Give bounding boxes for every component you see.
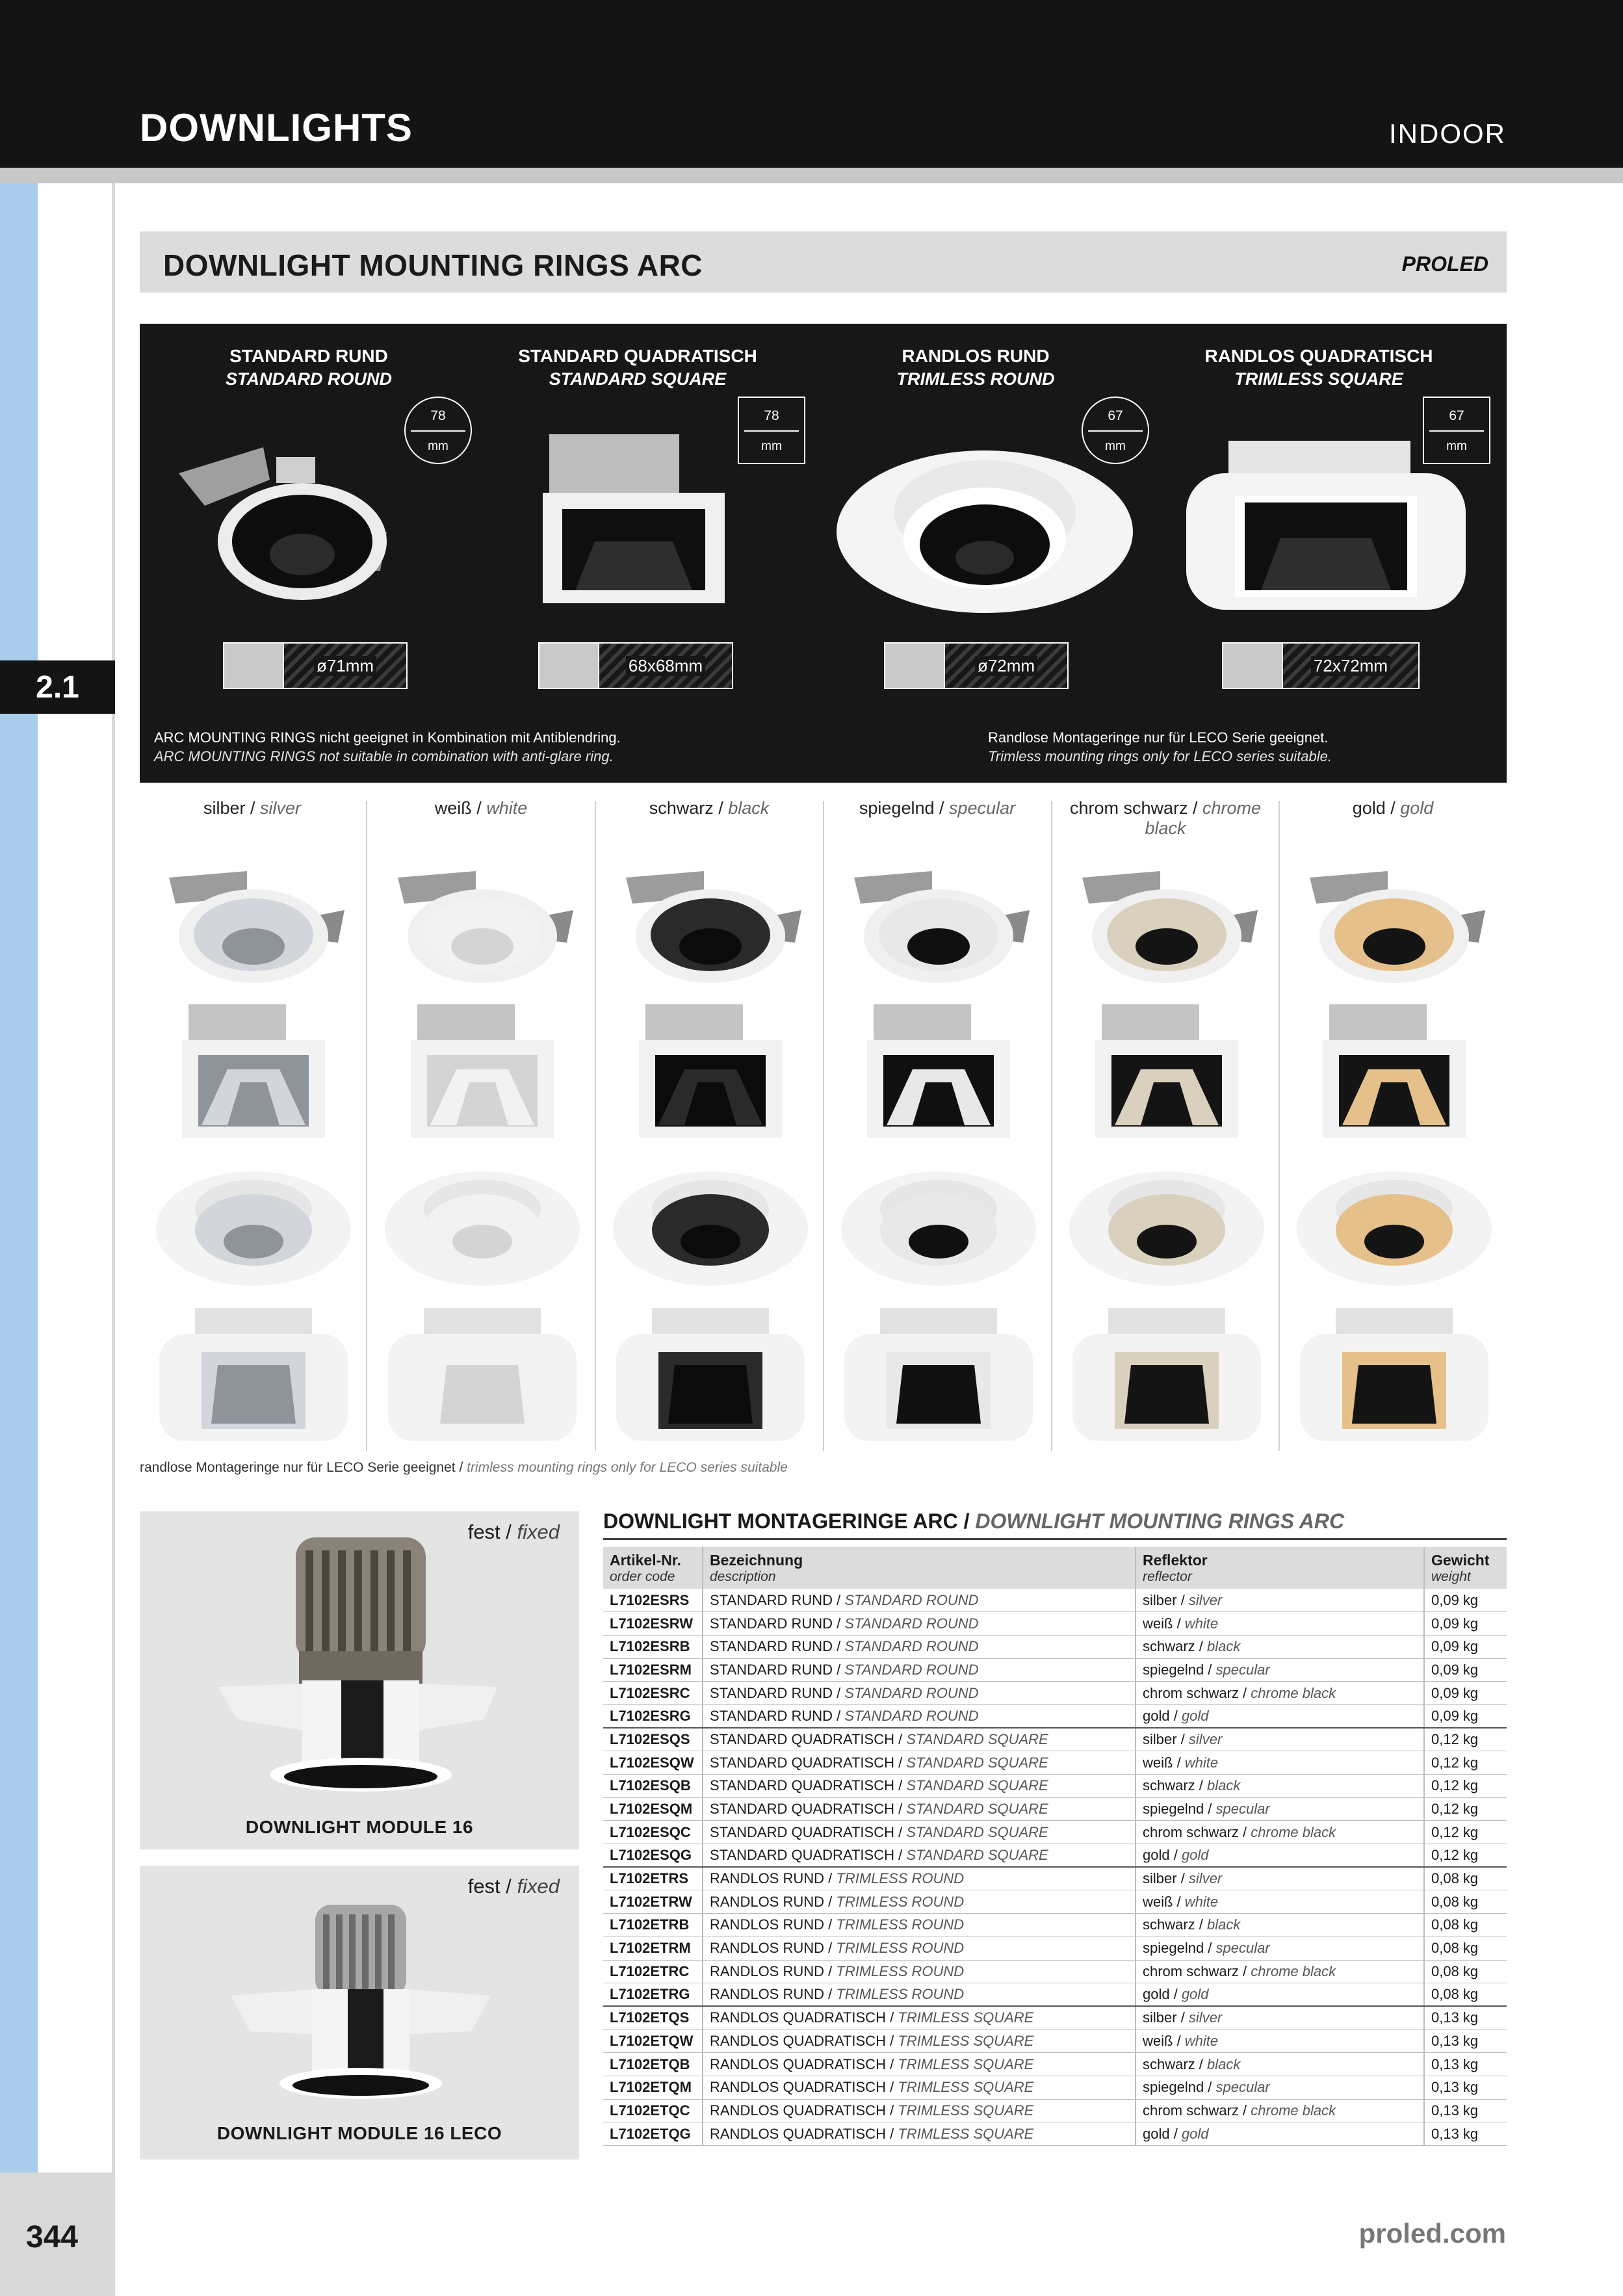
color-heading-white: weiß / white bbox=[434, 798, 528, 818]
note-en: Trimless mounting rings only for LECO series suitable. bbox=[988, 748, 1332, 764]
description: RANDLOS RUND / TRIMLESS ROUND bbox=[703, 1890, 1136, 1914]
site-link[interactable]: proled.com bbox=[1358, 2218, 1506, 2249]
reflector: schwarz / black bbox=[1136, 1775, 1424, 1798]
description: RANDLOS RUND / TRIMLESS ROUND bbox=[703, 1867, 1136, 1890]
product-photo-trimless-square bbox=[1176, 434, 1475, 623]
column-divider bbox=[823, 801, 824, 1451]
table-row bbox=[603, 1890, 1507, 1914]
page-number: 344 bbox=[26, 2220, 79, 2254]
weight: 0,08 kg bbox=[1424, 1960, 1507, 1983]
description: STANDARD QUADRATISCH / STANDARD SQUARE bbox=[703, 1728, 1136, 1751]
weight: 0,08 kg bbox=[1424, 1983, 1507, 2007]
order-code: L7102ESQG bbox=[603, 1844, 703, 1868]
weight: 0,09 kg bbox=[1424, 1635, 1507, 1658]
color-heading-chrome-black: chrom schwarz / chrome black bbox=[1069, 798, 1262, 838]
category-label: INDOOR bbox=[1389, 118, 1506, 149]
order-code: L7102ESRB bbox=[603, 1635, 703, 1658]
column-divider bbox=[1279, 801, 1280, 1451]
reflector: schwarz / black bbox=[1136, 2053, 1424, 2076]
height-dimension-badge bbox=[738, 397, 805, 464]
order-code: L7102ETRB bbox=[603, 1914, 703, 1937]
weight: 0,12 kg bbox=[1424, 1751, 1507, 1775]
order-code: L7102ETRS bbox=[603, 1867, 703, 1890]
description: RANDLOS QUADRATISCH / TRIMLESS SQUARE bbox=[703, 2006, 1136, 2029]
product-photo-standard-square-chrome-black bbox=[1063, 1004, 1271, 1141]
description: RANDLOS QUADRATISCH / TRIMLESS SQUARE bbox=[703, 2099, 1136, 2122]
order-code: L7102ESQW bbox=[603, 1751, 703, 1775]
variant-name-en: TRIMLESS ROUND bbox=[896, 369, 1055, 389]
variant-standard-round-title bbox=[166, 346, 452, 389]
reflector: gold / gold bbox=[1136, 1844, 1424, 1868]
product-photo-trimless-square-black bbox=[606, 1308, 814, 1444]
cutout-diagram bbox=[884, 642, 1069, 689]
color-heading-black: schwarz / black bbox=[649, 798, 770, 818]
cutout-size: 68x68mm bbox=[626, 656, 705, 676]
product-photo-trimless-round-white bbox=[378, 1157, 586, 1294]
weight: 0,08 kg bbox=[1424, 1937, 1507, 1960]
note-anti-glare bbox=[154, 728, 621, 766]
product-photo-trimless-square-gold bbox=[1290, 1308, 1498, 1444]
reflector: weiß / white bbox=[1136, 1751, 1424, 1775]
ceiling-cutout-icon bbox=[885, 644, 945, 688]
product-photo-trimless-square-chrome-black bbox=[1063, 1308, 1271, 1444]
reflector: gold / gold bbox=[1136, 1983, 1424, 2007]
description: STANDARD RUND / STANDARD ROUND bbox=[703, 1635, 1136, 1658]
color-heading-specular: spiegelnd / specular bbox=[859, 798, 1016, 818]
description: RANDLOS QUADRATISCH / TRIMLESS SQUARE bbox=[703, 2053, 1136, 2076]
weight: 0,13 kg bbox=[1424, 2006, 1507, 2029]
variant-trimless-round-title bbox=[833, 346, 1119, 389]
weight: 0,12 kg bbox=[1424, 1797, 1507, 1821]
cutout-diagram bbox=[1222, 642, 1420, 689]
module-16-card bbox=[140, 1511, 579, 1849]
cutout-size: ø72mm bbox=[975, 656, 1037, 676]
table-row bbox=[603, 1844, 1507, 1868]
product-photo-standard-square-gold bbox=[1290, 1004, 1498, 1141]
reflector: silber / silver bbox=[1136, 1589, 1424, 1612]
order-code: L7102ETRC bbox=[603, 1960, 703, 1983]
dimension-arrow bbox=[411, 430, 465, 432]
height-unit: mm bbox=[428, 439, 448, 453]
order-code: L7102ETQM bbox=[603, 2076, 703, 2099]
description: STANDARD QUADRATISCH / STANDARD SQUARE bbox=[703, 1775, 1136, 1798]
margin-area bbox=[38, 183, 114, 2172]
table-row bbox=[603, 2029, 1507, 2053]
note-de: Randlose Montageringe nur für LECO Serie geeignet. bbox=[988, 729, 1329, 746]
weight: 0,09 kg bbox=[1424, 1682, 1507, 1705]
reflector: spiegelnd / specular bbox=[1136, 1797, 1424, 1821]
table-row bbox=[603, 1751, 1507, 1775]
reflector: chrom schwarz / chrome black bbox=[1136, 1960, 1424, 1983]
description: RANDLOS QUADRATISCH / TRIMLESS SQUARE bbox=[703, 2076, 1136, 2099]
weight: 0,09 kg bbox=[1424, 1658, 1507, 1682]
height-value: 67 bbox=[1449, 408, 1464, 423]
product-photo-trimless-round-chrome-black bbox=[1063, 1157, 1271, 1294]
variant-name-de: RANDLOS QUADRATISCH bbox=[1204, 346, 1433, 366]
section-title: DOWNLIGHT MOUNTING RINGS ARC bbox=[163, 248, 703, 282]
order-code: L7102ETQB bbox=[603, 2053, 703, 2076]
page-title: DOWNLIGHTS bbox=[140, 106, 413, 150]
margin-rule bbox=[112, 183, 115, 2296]
module-16-leco-photo bbox=[218, 1892, 504, 2113]
table-row bbox=[603, 1589, 1507, 1612]
table-row bbox=[603, 1960, 1507, 1983]
header-order-code: Artikel-Nr. order code bbox=[603, 1547, 703, 1589]
table-row bbox=[603, 1821, 1507, 1844]
reflector: schwarz / black bbox=[1136, 1635, 1424, 1658]
weight: 0,12 kg bbox=[1424, 1775, 1507, 1798]
reflector: spiegelnd / specular bbox=[1136, 2076, 1424, 2099]
product-photo-standard-round-white bbox=[378, 858, 586, 995]
reflector: silber / silver bbox=[1136, 2006, 1424, 2029]
order-code: L7102ETQG bbox=[603, 2122, 703, 2146]
table-title-rule bbox=[603, 1538, 1507, 1540]
order-code: L7102ESRG bbox=[603, 1704, 703, 1728]
leco-footnote: randlose Montageringe nur für LECO Serie geeignet / trimless mounting rings only for LECO series suitable bbox=[140, 1460, 788, 1475]
product-photo-standard-round bbox=[166, 421, 413, 610]
description: STANDARD RUND / STANDARD ROUND bbox=[703, 1704, 1136, 1728]
variant-name-en: STANDARD SQUARE bbox=[549, 369, 727, 389]
variant-name-de: STANDARD RUND bbox=[229, 346, 388, 366]
product-photo-trimless-round-gold bbox=[1290, 1157, 1498, 1294]
order-code: L7102ESQM bbox=[603, 1797, 703, 1821]
brand-logo: PROLED bbox=[1401, 252, 1488, 276]
note-en: ARC MOUNTING RINGS not suitable in combination with anti-glare ring. bbox=[154, 748, 614, 764]
description: STANDARD RUND / STANDARD ROUND bbox=[703, 1682, 1136, 1705]
weight: 0,13 kg bbox=[1424, 2053, 1507, 2076]
reflector: gold / gold bbox=[1136, 2122, 1424, 2146]
ceiling-cutout-icon bbox=[1223, 644, 1283, 688]
table-row bbox=[603, 1612, 1507, 1636]
dimension-arrow bbox=[1088, 430, 1143, 432]
ceiling-cutout-icon bbox=[224, 644, 284, 688]
table-row bbox=[603, 1937, 1507, 1960]
module-16-leco-card bbox=[140, 1866, 579, 2159]
order-code: L7102ESRW bbox=[603, 1612, 703, 1636]
description: RANDLOS RUND / TRIMLESS ROUND bbox=[703, 1960, 1136, 1983]
table-row bbox=[603, 1797, 1507, 1821]
height-unit: mm bbox=[761, 439, 782, 453]
table-row bbox=[603, 1983, 1507, 2007]
weight: 0,12 kg bbox=[1424, 1821, 1507, 1844]
color-heading-silver: silber / silver bbox=[203, 798, 302, 818]
order-code: L7102ETQS bbox=[603, 2006, 703, 2029]
product-photo-standard-square-silver bbox=[149, 1004, 357, 1141]
color-heading-gold: gold / gold bbox=[1352, 798, 1434, 818]
product-photo-standard-round-gold bbox=[1290, 858, 1498, 995]
table-row bbox=[603, 1867, 1507, 1890]
weight: 0,08 kg bbox=[1424, 1867, 1507, 1890]
product-photo-standard-square-specular bbox=[835, 1004, 1043, 1141]
order-code: L7102ESRS bbox=[603, 1589, 703, 1612]
description: RANDLOS RUND / TRIMLESS ROUND bbox=[703, 1983, 1136, 2007]
order-code-table bbox=[603, 1547, 1507, 2146]
variant-trimless-square-title bbox=[1176, 346, 1462, 389]
reflector: weiß / white bbox=[1136, 1890, 1424, 1914]
order-code: L7102ETRW bbox=[603, 1890, 703, 1914]
table-row bbox=[603, 1682, 1507, 1705]
variant-name-de: RANDLOS RUND bbox=[902, 346, 1050, 366]
reflector: spiegelnd / specular bbox=[1136, 1658, 1424, 1682]
reflector: gold / gold bbox=[1136, 1704, 1424, 1728]
height-value: 67 bbox=[1108, 408, 1123, 423]
cutout-size: ø71mm bbox=[314, 656, 376, 676]
weight: 0,13 kg bbox=[1424, 2099, 1507, 2122]
column-divider bbox=[1051, 801, 1052, 1451]
description: STANDARD QUADRATISCH / STANDARD SQUARE bbox=[703, 1821, 1136, 1844]
dimension-arrow bbox=[744, 430, 799, 432]
module-name: DOWNLIGHT MODULE 16 LECO bbox=[216, 2123, 502, 2143]
description: STANDARD RUND / STANDARD ROUND bbox=[703, 1612, 1136, 1636]
product-photo-trimless-square-white bbox=[378, 1308, 586, 1444]
reflector: weiß / white bbox=[1136, 2029, 1424, 2053]
mount-type-label: fest / fixed bbox=[467, 1520, 560, 1543]
table-row bbox=[603, 1775, 1507, 1798]
note-de: ARC MOUNTING RINGS nicht geeignet in Kombination mit Antiblendring. bbox=[154, 729, 621, 746]
order-code: L7102ETRM bbox=[603, 1937, 703, 1960]
height-unit: mm bbox=[1105, 439, 1126, 453]
weight: 0,09 kg bbox=[1424, 1612, 1507, 1636]
variant-overview-panel bbox=[140, 324, 1507, 783]
product-photo-trimless-square-specular bbox=[835, 1308, 1043, 1444]
table-row bbox=[603, 1914, 1507, 1937]
table-row bbox=[603, 2053, 1507, 2076]
product-photo-trimless-round bbox=[829, 434, 1141, 623]
product-photo-standard-square bbox=[523, 421, 744, 616]
variant-name-de: STANDARD QUADRATISCH bbox=[518, 346, 757, 366]
weight: 0,09 kg bbox=[1424, 1704, 1507, 1728]
order-code: L7102ESQC bbox=[603, 1821, 703, 1844]
header-weight: Gewicht weight bbox=[1424, 1547, 1507, 1589]
product-photo-trimless-round-specular bbox=[835, 1157, 1043, 1294]
variant-standard-square-title bbox=[495, 346, 781, 389]
order-code: L7102ESQB bbox=[603, 1775, 703, 1798]
order-code: L7102ETQW bbox=[603, 2029, 703, 2053]
table-row bbox=[603, 2099, 1507, 2122]
order-code: L7102ESRC bbox=[603, 1682, 703, 1705]
reflector: silber / silver bbox=[1136, 1867, 1424, 1890]
order-code: L7102ESQS bbox=[603, 1728, 703, 1751]
description: STANDARD QUADRATISCH / STANDARD SQUARE bbox=[703, 1797, 1136, 1821]
product-photo-standard-round-specular bbox=[835, 858, 1043, 995]
order-code: L7102ESRM bbox=[603, 1658, 703, 1682]
height-value: 78 bbox=[764, 408, 779, 423]
description: RANDLOS QUADRATISCH / TRIMLESS SQUARE bbox=[703, 2122, 1136, 2146]
description: STANDARD RUND / STANDARD ROUND bbox=[703, 1589, 1136, 1612]
height-value: 78 bbox=[430, 408, 446, 423]
table-title: DOWNLIGHT MONTAGERINGE ARC / DOWNLIGHT MOUNTING RINGS ARC bbox=[603, 1509, 1345, 1533]
table-header-row bbox=[603, 1547, 1507, 1589]
mount-type-label: fest / fixed bbox=[467, 1875, 560, 1898]
height-dimension-badge bbox=[404, 397, 472, 464]
reflector: weiß / white bbox=[1136, 1612, 1424, 1636]
order-code: L7102ETRG bbox=[603, 1983, 703, 2007]
order-code: L7102ETQC bbox=[603, 2099, 703, 2122]
reflector: spiegelnd / specular bbox=[1136, 1937, 1424, 1960]
weight: 0,13 kg bbox=[1424, 2122, 1507, 2146]
table-row bbox=[603, 1704, 1507, 1728]
dimension-arrow bbox=[1429, 430, 1484, 432]
cutout-diagram bbox=[538, 642, 733, 689]
table-row bbox=[603, 2122, 1507, 2146]
header-divider bbox=[0, 168, 1623, 183]
section-header bbox=[140, 231, 1507, 293]
reflector: schwarz / black bbox=[1136, 1914, 1424, 1937]
reflector: chrom schwarz / chrome black bbox=[1136, 1682, 1424, 1705]
ceiling-cutout-icon bbox=[539, 644, 599, 688]
column-divider bbox=[366, 801, 367, 1451]
weight: 0,13 kg bbox=[1424, 2029, 1507, 2053]
product-photo-standard-round-chrome-black bbox=[1063, 858, 1271, 995]
variant-name-en: STANDARD ROUND bbox=[226, 369, 392, 389]
weight: 0,08 kg bbox=[1424, 1890, 1507, 1914]
description: RANDLOS QUADRATISCH / TRIMLESS SQUARE bbox=[703, 2029, 1136, 2053]
module-16-photo bbox=[211, 1524, 510, 1797]
reflector: silber / silver bbox=[1136, 1728, 1424, 1751]
chapter-color-strip bbox=[0, 183, 38, 2172]
module-name: DOWNLIGHT MODULE 16 bbox=[245, 1817, 474, 1837]
column-divider bbox=[595, 801, 596, 1451]
height-unit: mm bbox=[1446, 439, 1467, 453]
chapter-tab[interactable]: 2.1 bbox=[0, 660, 115, 714]
variant-name-en: TRIMLESS SQUARE bbox=[1234, 369, 1403, 389]
product-photo-standard-square-white bbox=[378, 1004, 586, 1141]
description: STANDARD QUADRATISCH / STANDARD SQUARE bbox=[703, 1751, 1136, 1775]
cutout-size: 72x72mm bbox=[1311, 656, 1390, 676]
description: STANDARD QUADRATISCH / STANDARD SQUARE bbox=[703, 1844, 1136, 1868]
product-photo-trimless-round-black bbox=[606, 1157, 814, 1294]
weight: 0,12 kg bbox=[1424, 1728, 1507, 1751]
product-photo-standard-round-black bbox=[606, 858, 814, 995]
description: RANDLOS RUND / TRIMLESS ROUND bbox=[703, 1937, 1136, 1960]
reflector: chrom schwarz / chrome black bbox=[1136, 1821, 1424, 1844]
weight: 0,09 kg bbox=[1424, 1589, 1507, 1612]
table-row bbox=[603, 2076, 1507, 2099]
header-reflector: Reflektor reflector bbox=[1136, 1547, 1424, 1589]
table-row bbox=[603, 1658, 1507, 1682]
note-leco bbox=[988, 728, 1332, 766]
product-photo-trimless-square-silver bbox=[149, 1308, 357, 1444]
product-photo-standard-round-silver bbox=[149, 858, 357, 995]
weight: 0,13 kg bbox=[1424, 2076, 1507, 2099]
cutout-diagram bbox=[223, 642, 408, 689]
weight: 0,12 kg bbox=[1424, 1844, 1507, 1868]
table-row bbox=[603, 1728, 1507, 1751]
table-row bbox=[603, 1635, 1507, 1658]
weight: 0,08 kg bbox=[1424, 1914, 1507, 1937]
table-row bbox=[603, 2006, 1507, 2029]
reflector: chrom schwarz / chrome black bbox=[1136, 2099, 1424, 2122]
description: STANDARD RUND / STANDARD ROUND bbox=[703, 1658, 1136, 1682]
product-photo-standard-square-black bbox=[606, 1004, 814, 1141]
header-description: Bezeichnung description bbox=[703, 1547, 1136, 1589]
description: RANDLOS RUND / TRIMLESS ROUND bbox=[703, 1914, 1136, 1937]
product-photo-trimless-round-silver bbox=[149, 1157, 357, 1294]
